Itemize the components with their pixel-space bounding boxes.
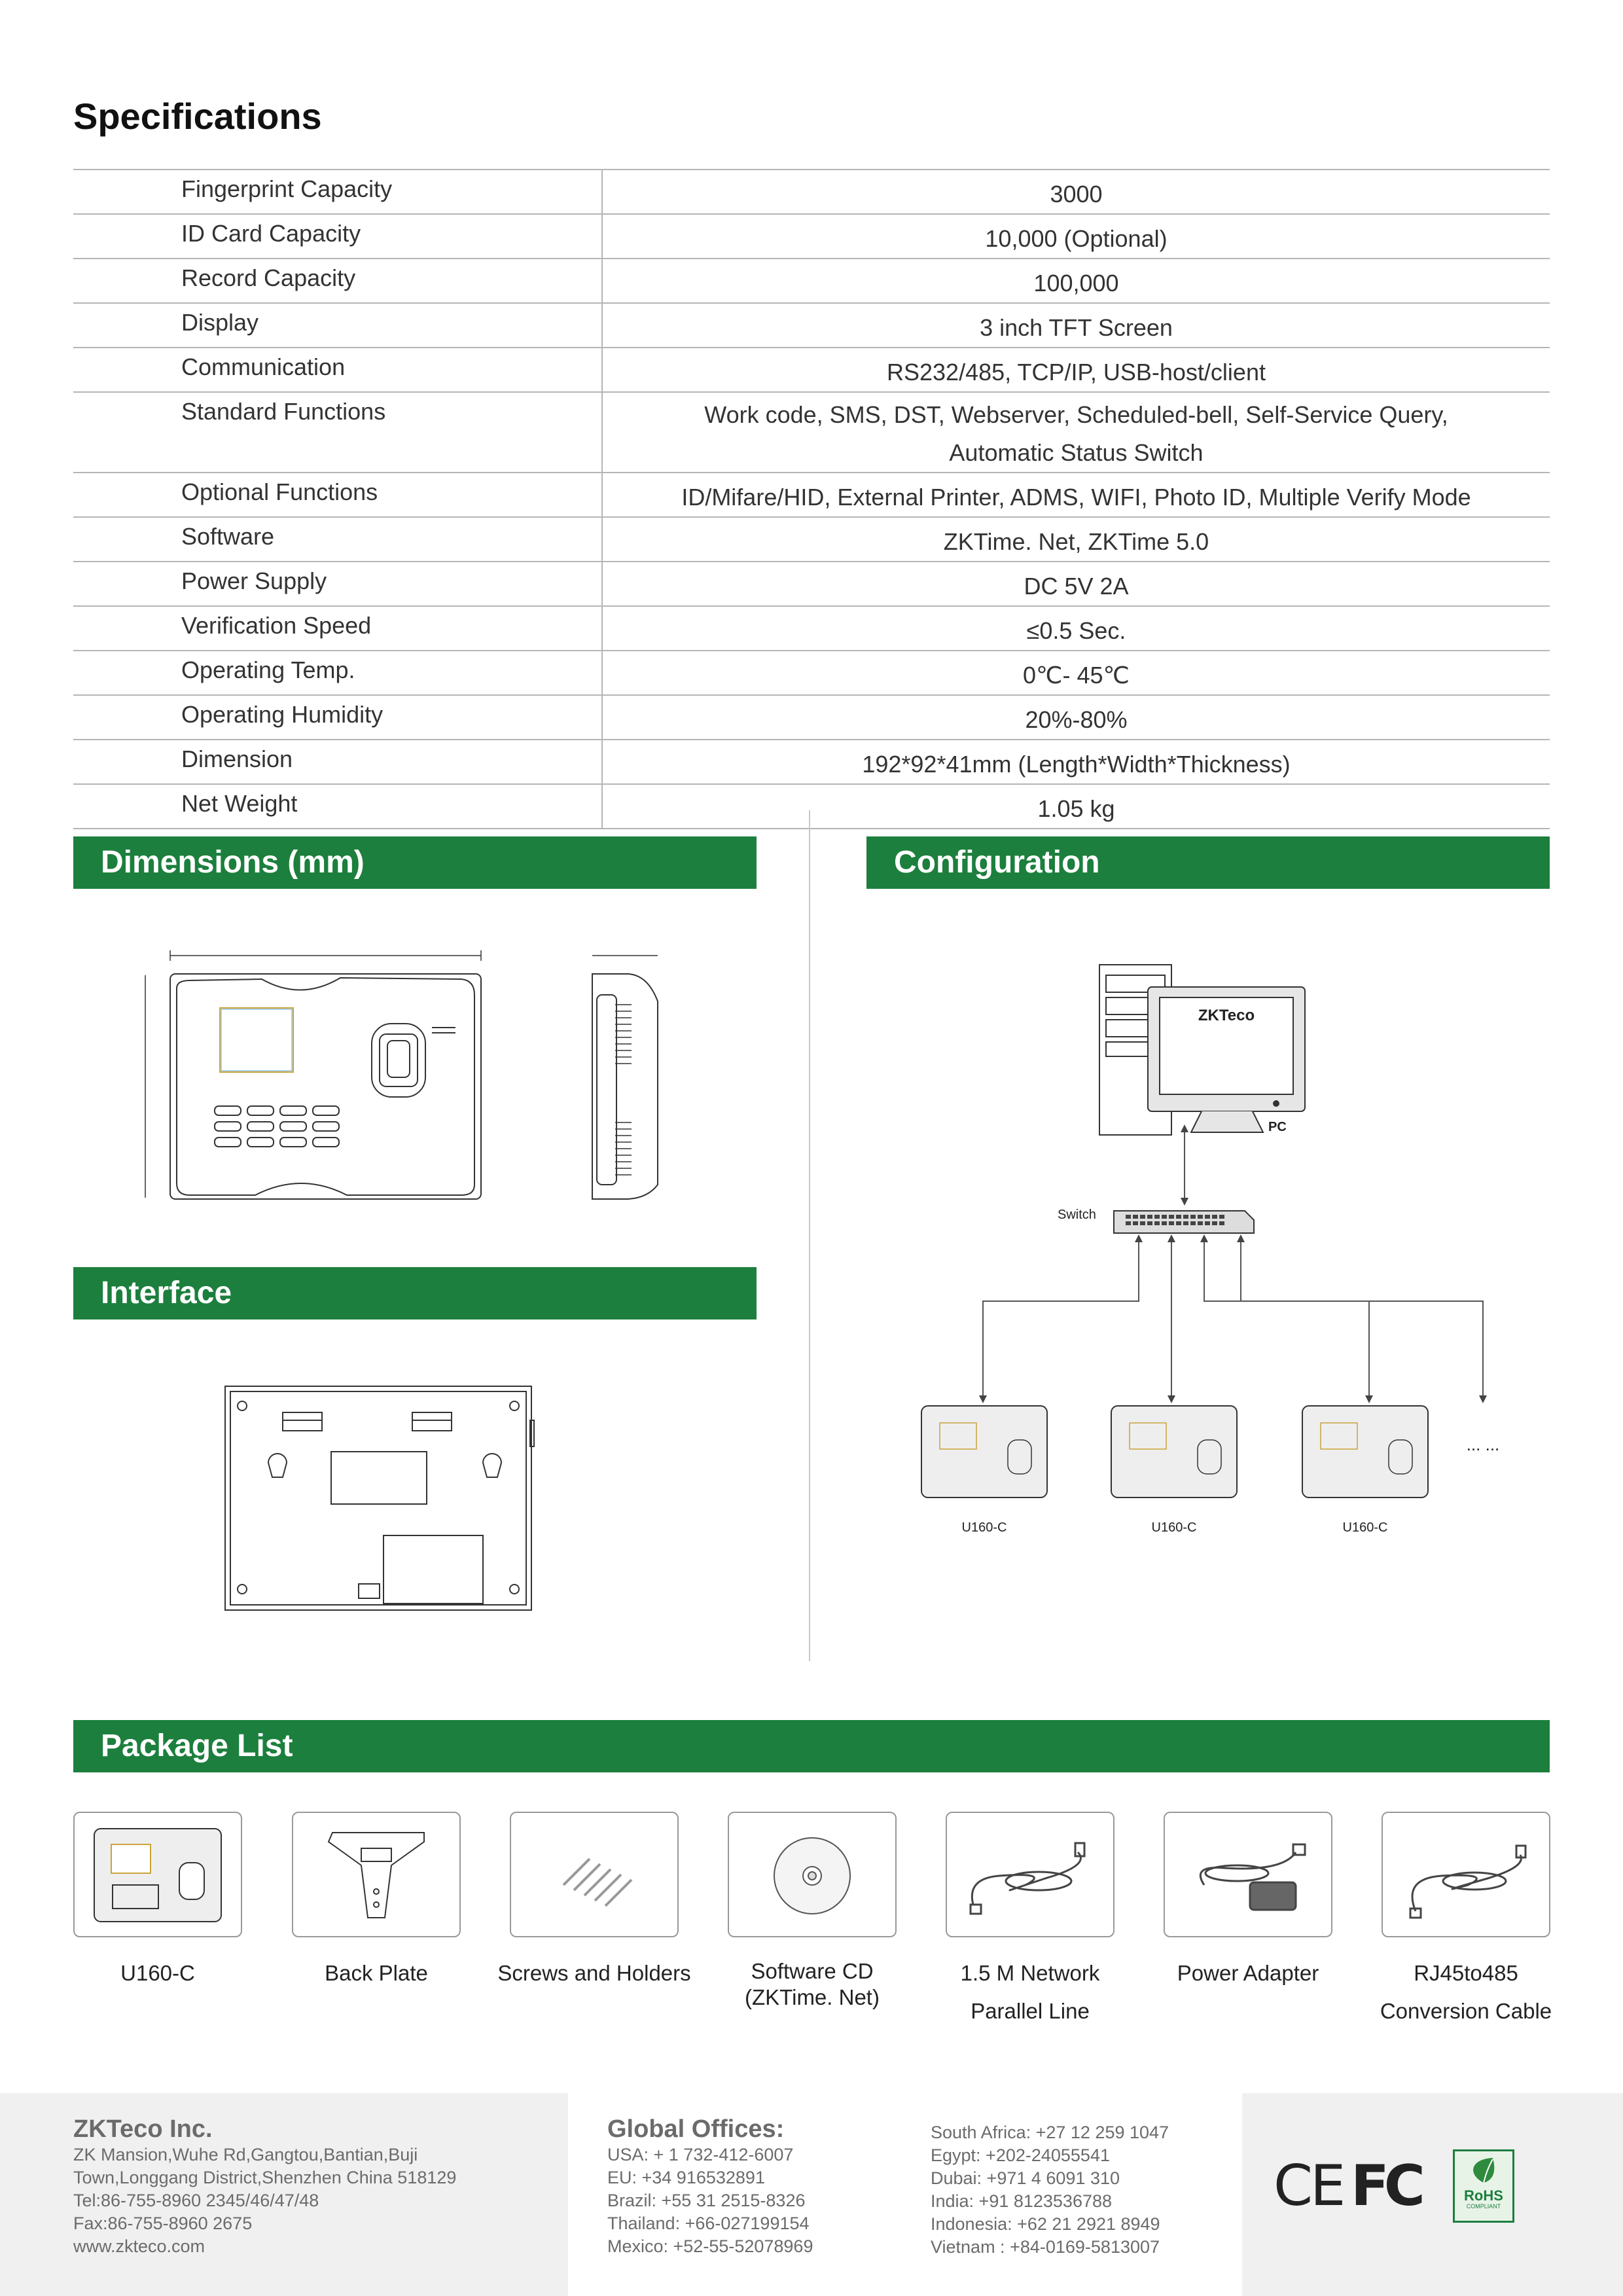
spec-label: Dimension (73, 740, 602, 784)
switch-port (1126, 1221, 1131, 1225)
spec-value: Work code, SMS, DST, Webserver, Scheduled-bell, Self-Service Query, Automatic Status Switch (602, 392, 1550, 473)
switch-port (1133, 1221, 1138, 1225)
package-item-screws-image (510, 1812, 679, 1937)
section-header-configuration: Configuration (866, 836, 1550, 889)
company-info (73, 2115, 456, 2258)
package-item-device-image (73, 1812, 242, 1937)
ce-mark-icon: CE (1274, 2153, 1344, 2219)
switch-port (1147, 1221, 1152, 1225)
section-header-package-list: Package List (73, 1720, 1550, 1772)
package-item-cd-image (728, 1812, 897, 1937)
switch-port (1219, 1215, 1224, 1219)
address-line: ZK Mansion,Wuhe Rd,Gangtou,Bantian,Buji (73, 2145, 418, 2164)
spec-label: Operating Humidity (73, 695, 602, 740)
office-line: EU: +34 916532891 (607, 2168, 765, 2187)
switch-label: Switch (1058, 1208, 1096, 1222)
section-header-dimensions: Dimensions (mm) (73, 836, 757, 889)
office-line: Brazil: +55 31 2515-8326 (607, 2191, 806, 2210)
spec-row (73, 348, 1550, 392)
package-label: Power Adapter (1177, 1961, 1319, 1985)
switch-port (1176, 1221, 1181, 1225)
specifications-table (73, 169, 1550, 829)
spec-row (73, 695, 1550, 740)
spec-label: ID Card Capacity (73, 214, 602, 259)
spec-row (73, 392, 1550, 473)
spec-value: ID/Mifare/HID, External Printer, ADMS, WIFI, Photo ID, Multiple Verify Mode (602, 473, 1550, 517)
device-label: U160-C (1151, 1520, 1197, 1535)
package-label: Back Plate (325, 1961, 428, 1985)
address-line: Town,Longgang District,Shenzhen China 518129 (73, 2168, 457, 2187)
more-devices-ellipsis: ... ... (1466, 1435, 1500, 1454)
office-line: Indonesia: +62 21 2921 8949 (931, 2214, 1160, 2234)
website-link[interactable]: www.zkteco.com (73, 2236, 205, 2256)
office-line: Dubai: +971 4 6091 310 (931, 2168, 1120, 2188)
spec-value: ZKTime. Net, ZKTime 5.0 (602, 517, 1550, 562)
spec-value: RS232/485, TCP/IP, USB-host/client (602, 348, 1550, 392)
switch-port (1133, 1215, 1138, 1219)
spec-row (73, 517, 1550, 562)
spec-label: Display (73, 303, 602, 348)
switch-port (1205, 1215, 1210, 1219)
rohs-text: RoHS (1464, 2187, 1503, 2204)
device-label: U160-C (961, 1520, 1007, 1535)
package-item-back-plate-image (292, 1812, 461, 1937)
phone: Tel:86-755-8960 2345/46/47/48 (73, 2191, 319, 2210)
package-item-power-adapter-image (1164, 1812, 1332, 1937)
switch-port (1154, 1215, 1160, 1219)
spec-row (73, 562, 1550, 606)
office-line: Thailand: +66-027199154 (607, 2214, 810, 2233)
fcc-mark-icon: FC (1351, 2153, 1420, 2219)
company-name: ZKTeco Inc. (73, 2115, 213, 2143)
spec-value: ≤0.5 Sec. (602, 606, 1550, 651)
switch-port (1183, 1221, 1188, 1225)
configuration-diagram (910, 956, 1525, 1545)
package-label: 1.5 M Network Parallel Line (960, 1961, 1100, 2023)
spec-label: Power Supply (73, 562, 602, 606)
switch-port (1126, 1215, 1131, 1219)
spec-label: Optional Functions (73, 473, 602, 517)
spec-label: Communication (73, 348, 602, 392)
spec-value: 192*92*41mm (Length*Width*Thickness) (602, 740, 1550, 784)
office-line: India: +91 8123536788 (931, 2191, 1113, 2211)
package-label: RJ45to485 Conversion Cable (1380, 1961, 1552, 2023)
spec-value: 3000 (602, 170, 1550, 214)
rohs-badge-icon (1453, 2149, 1514, 2223)
spec-row (73, 303, 1550, 348)
switch-port (1212, 1221, 1217, 1225)
spec-row (73, 606, 1550, 651)
switch-port (1147, 1215, 1152, 1219)
package-item-conversion-cable-image (1382, 1812, 1550, 1937)
switch-port (1198, 1221, 1203, 1225)
office-line: South Africa: +27 12 259 1047 (931, 2123, 1169, 2142)
page-title: Specifications (73, 96, 322, 137)
spec-label: Verification Speed (73, 606, 602, 651)
spec-row (73, 214, 1550, 259)
switch-port (1190, 1215, 1196, 1219)
spec-row (73, 259, 1550, 303)
spec-label: Record Capacity (73, 259, 602, 303)
spec-value: 100,000 (602, 259, 1550, 303)
spec-label: Software (73, 517, 602, 562)
spec-label: Standard Functions (73, 392, 602, 473)
section-header-interface: Interface (73, 1267, 757, 1319)
spec-row (73, 170, 1550, 214)
spec-value: 0℃- 45℃ (602, 651, 1550, 695)
switch-port (1162, 1221, 1167, 1225)
switch-port (1162, 1215, 1167, 1219)
package-label: U160-C (120, 1961, 195, 1985)
spec-value: DC 5V 2A (602, 562, 1550, 606)
dimensions-drawing (131, 936, 707, 1224)
screen-logo: ZKTeco (1198, 1007, 1255, 1024)
switch-port (1154, 1221, 1160, 1225)
device-label: U160-C (1342, 1520, 1388, 1535)
spec-value: 20%-80% (602, 695, 1550, 740)
office-line: Egypt: +202-24055541 (931, 2145, 1110, 2165)
global-offices (607, 2115, 813, 2258)
package-label: Screws and Holders (497, 1961, 691, 1985)
package-label: Software CD (ZKTime. Net) (745, 1959, 880, 2009)
fax: Fax:86-755-8960 2675 (73, 2214, 253, 2233)
spec-label: Operating Temp. (73, 651, 602, 695)
office-line: Vietnam : +84-0169-5813007 (931, 2237, 1160, 2257)
column-divider (809, 810, 810, 1661)
switch-port (1169, 1221, 1174, 1225)
spec-value: 3 inch TFT Screen (602, 303, 1550, 348)
rohs-subtext: COMPLIANT (1466, 2203, 1501, 2210)
office-line: USA: + 1 732-412-6007 (607, 2145, 794, 2164)
spec-value: 1.05 kg (602, 784, 1550, 829)
switch-port (1176, 1215, 1181, 1219)
spec-label: Fingerprint Capacity (73, 170, 602, 214)
switch-port (1140, 1215, 1145, 1219)
spec-row (73, 651, 1550, 695)
spec-row (73, 740, 1550, 784)
switch-port (1219, 1221, 1224, 1225)
switch-port (1169, 1215, 1174, 1219)
package-item-network-cable-image (946, 1812, 1115, 1937)
switch-port (1140, 1221, 1145, 1225)
switch-port (1183, 1215, 1188, 1219)
switch-port (1205, 1221, 1210, 1225)
pc-label: PC (1268, 1120, 1287, 1134)
interface-drawing (223, 1381, 537, 1617)
switch-port (1198, 1215, 1203, 1219)
global-offices-title: Global Offices: (607, 2115, 785, 2143)
spec-value: 10,000 (Optional) (602, 214, 1550, 259)
spec-row (73, 784, 1550, 829)
global-offices-col2 (931, 2121, 1169, 2259)
switch-port (1190, 1221, 1196, 1225)
spec-row (73, 473, 1550, 517)
spec-label: Net Weight (73, 784, 602, 829)
switch-port (1212, 1215, 1217, 1219)
office-line: Mexico: +52-55-52078969 (607, 2236, 813, 2256)
